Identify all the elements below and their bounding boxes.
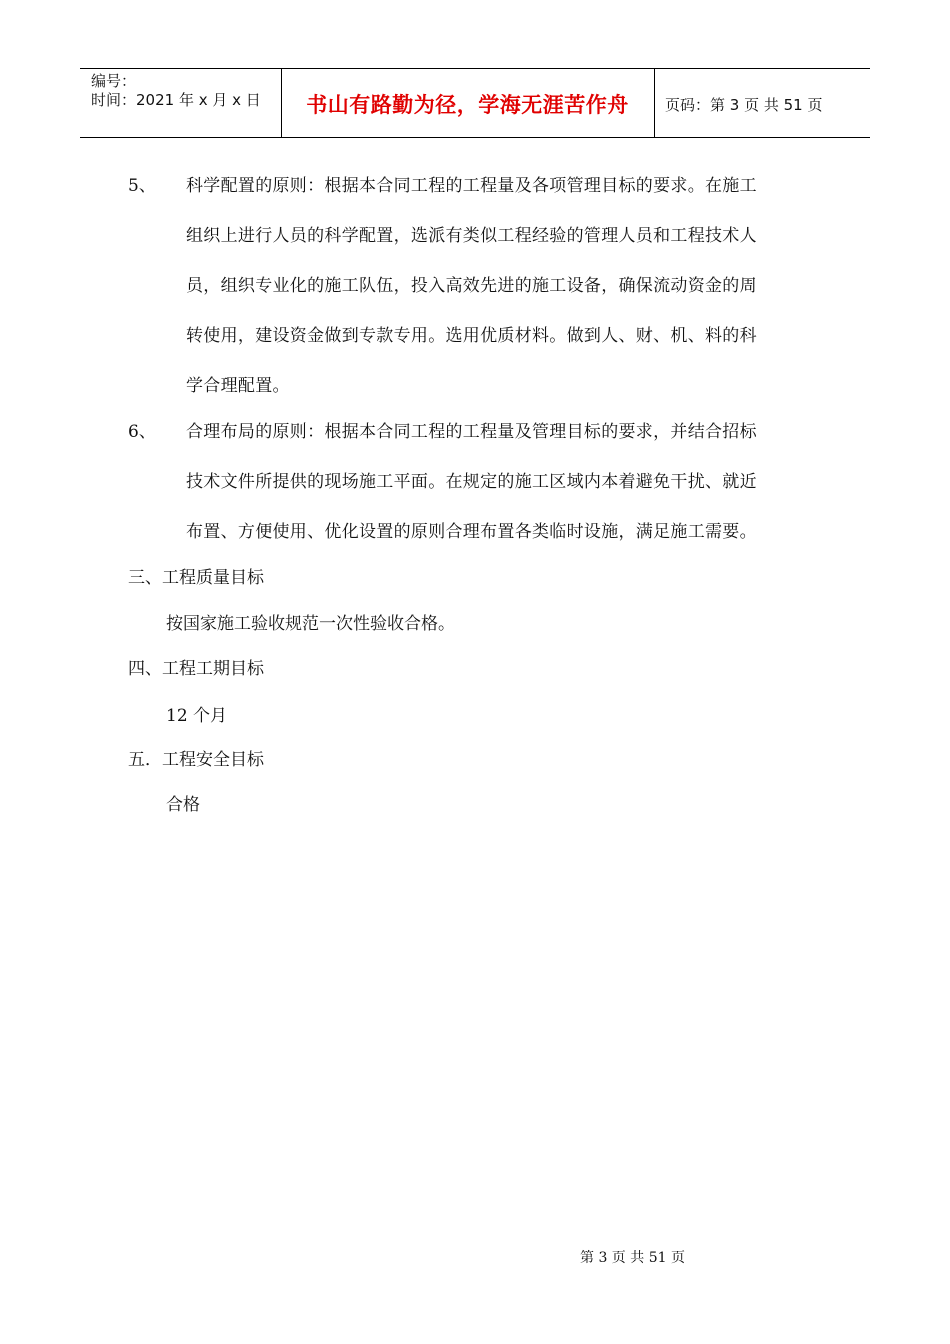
item-5-number: 5、 [128, 176, 156, 196]
header-page-info: 页码：第 3 页 共 51 页 [665, 96, 823, 114]
item-5-line: 组织上进行人员的科学配置，选派有类似工程经验的管理人员和工程技术人 [186, 226, 757, 246]
item-6-line: 技术文件所提供的现场施工平面。在规定的施工区域内本着避免干扰、就近 [186, 472, 757, 492]
item-6-line: 布置、方便使用、优化设置的原则合理布置各类临时设施，满足施工需要。 [186, 522, 757, 542]
header-motto-cell [281, 69, 655, 137]
section-5-text: 合格 [166, 795, 200, 815]
item-6-line: 合理布局的原则：根据本合同工程的工程量及管理目标的要求，并结合招标 [186, 422, 757, 442]
item-5-line: 员，组织专业化的施工队伍，投入高效先进的施工设备，确保流动资金的周 [186, 276, 757, 296]
item-5-line: 学合理配置。 [186, 376, 290, 396]
time-label: 时间：2021 年 x 月 x 日 [91, 91, 261, 109]
number-label: 编号： [91, 72, 137, 90]
page-footer: 第 3 页 共 51 页 [580, 1250, 685, 1266]
page-header [80, 68, 870, 138]
motto-text: 书山有路勤为径，学海无涯苦作舟 [306, 93, 629, 117]
section-3-title: 三、工程质量目标 [128, 568, 264, 588]
header-meta-cell [80, 69, 282, 137]
item-6-number: 6、 [128, 422, 156, 442]
section-4-text: 12 个月 [166, 706, 228, 726]
section-5-title: 五．工程安全目标 [128, 750, 264, 770]
section-4-title: 四、工程工期目标 [128, 659, 264, 679]
item-5-line: 科学配置的原则：根据本合同工程的工程量及各项管理目标的要求。在施工 [186, 176, 757, 196]
item-5-line: 转使用，建设资金做到专款专用。选用优质材料。做到人、财、机、料的科 [186, 326, 757, 346]
section-3-text: 按国家施工验收规范一次性验收合格。 [166, 614, 455, 634]
